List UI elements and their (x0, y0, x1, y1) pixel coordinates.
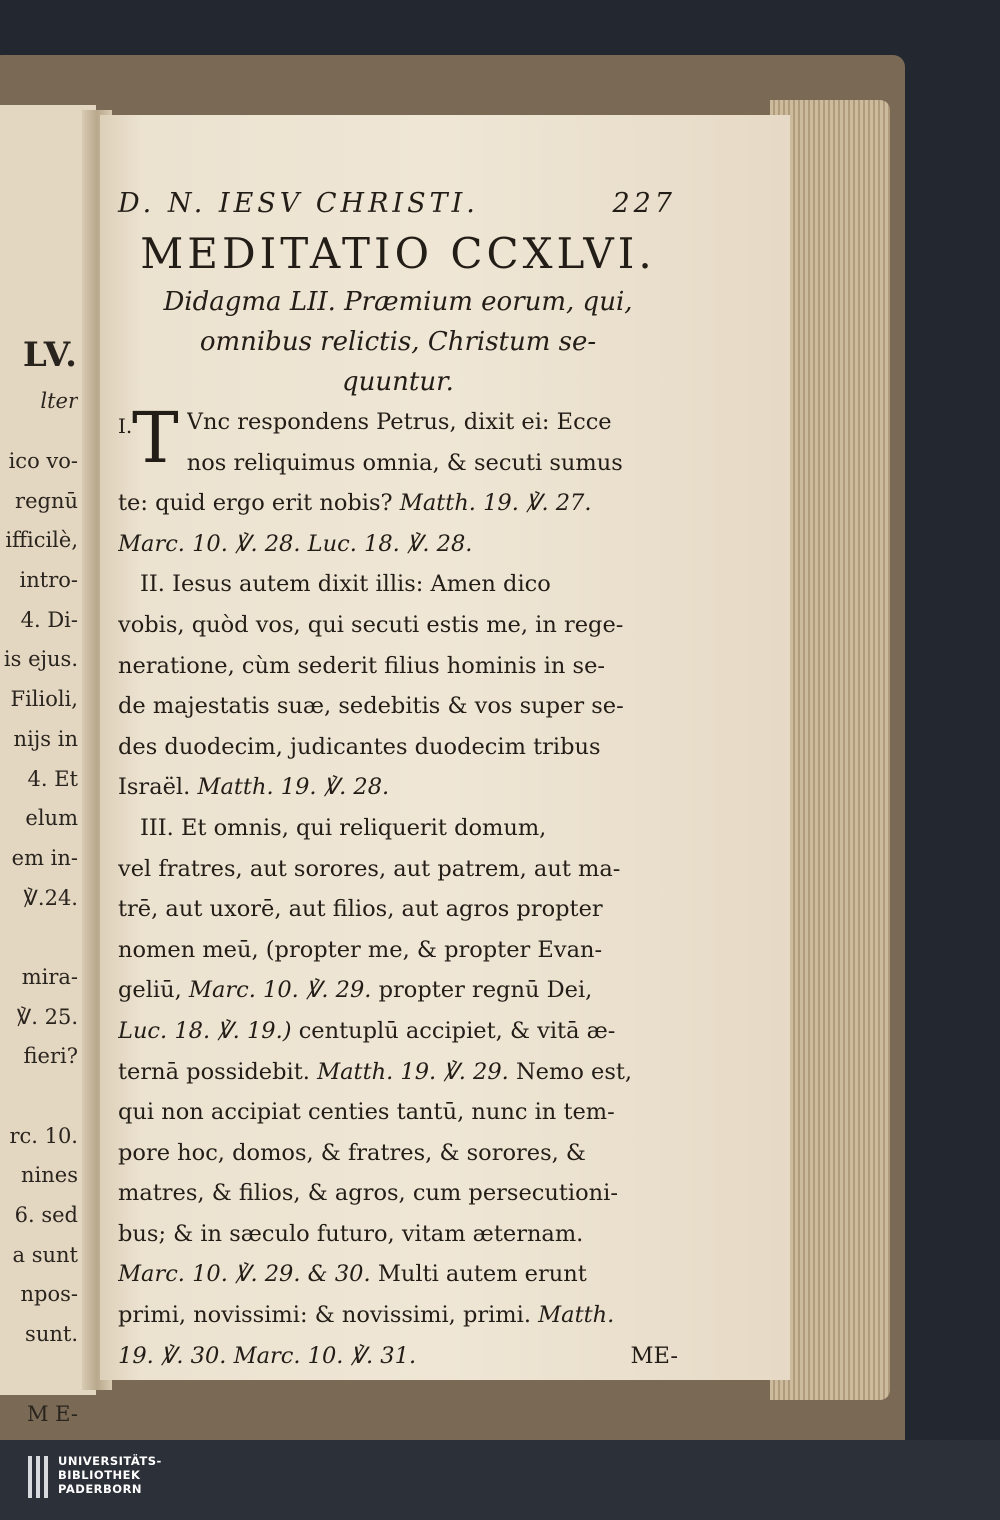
left-line (0, 1362, 78, 1402)
scripture-citation: 19. ℣. 30. Marc. 10. ℣. 31. (118, 1342, 417, 1369)
left-line: ifficilè, (5, 528, 78, 553)
left-line: 4. Di- (20, 607, 78, 632)
text-line: qui non accipiat centies tantū, nunc in tem- (118, 1099, 615, 1126)
left-line (0, 925, 78, 965)
left-line: em in- (11, 845, 78, 870)
text-line: vel fratres, aut sorores, aut patrem, aut ma- (118, 855, 621, 882)
scripture-citation: Matth. 19. ℣. 28. (197, 774, 390, 801)
subtitle-line: Didagma LII. Præmium eorum, qui, (163, 287, 633, 317)
text-line (118, 767, 678, 808)
left-line: mira- (21, 964, 78, 989)
running-head (118, 188, 678, 226)
left-line: fieri? (23, 1044, 78, 1069)
text-line (118, 1254, 678, 1295)
paragraph-number: I. (118, 414, 133, 438)
text-line: nos reliquimus omnia, & secuti sumus (186, 449, 623, 476)
left-line: a sunt (12, 1242, 78, 1267)
text-span: te: quid ergo erit nobis? (118, 490, 393, 517)
left-line: nijs in (13, 726, 78, 751)
page-number: 227 (612, 188, 676, 219)
text-line (118, 1052, 678, 1093)
left-page-text (0, 335, 78, 1440)
left-line: ℣. 25. (16, 1004, 78, 1029)
left-line: ico vo- (8, 449, 78, 473)
text-span: Israël. (118, 774, 191, 801)
text-line: des duodecim, judicantes duodecim tribus (118, 733, 601, 760)
left-line: sunt. (25, 1322, 78, 1347)
left-line: LV. (22, 335, 78, 375)
scripture-citation: Matth. (538, 1302, 615, 1329)
scripture-citation: Matth. 19. ℣. 29. (317, 1058, 509, 1085)
left-line: intro- (19, 568, 78, 593)
meditation-title: MEDITATIO CCXLVI. (140, 229, 656, 278)
left-line: M E- (27, 1401, 78, 1426)
text-span: ternā possidebit. (118, 1058, 310, 1085)
text-span: primi, novissimi: & novissimi, primi. (118, 1302, 531, 1329)
catchword: ME- (630, 1342, 678, 1369)
text-line (118, 1295, 678, 1336)
scripture-citation: Marc. 10. ℣. 28. Luc. 18. ℣. 28. (118, 530, 473, 557)
paragraph-1 (118, 397, 678, 564)
text-line: de majestatis suæ, sedebitis & vos super se- (118, 693, 624, 720)
subtitle-line: quuntur. (342, 367, 454, 397)
scripture-citation: Matth. 19. ℣. 27. (399, 490, 592, 517)
left-line: npos- (20, 1282, 78, 1307)
running-head-title: D. N. IESV CHRISTI. (118, 188, 479, 219)
left-line: regnū (15, 488, 78, 513)
left-line: Filioli, (10, 687, 78, 712)
logo-line: PADERBORN (58, 1482, 143, 1496)
left-line: lter (40, 389, 78, 413)
text-line: matres, & filios, & agros, cum persecutioni- (118, 1180, 618, 1207)
left-line: is ejus. (3, 647, 78, 672)
text-line: III. Et omnis, qui reliquerit domum, (140, 814, 547, 841)
right-page-text (118, 188, 678, 1376)
scripture-citation: Marc. 10. ℣. 29. (188, 977, 372, 1004)
left-line: nines (21, 1163, 78, 1188)
text-line: neratione, cùm sederit filius hominis in se- (118, 652, 606, 679)
text-line: II. Iesus autem dixit illis: Amen dico (140, 571, 551, 598)
text-span: centuplū accipiet, & vitā æ- (298, 1017, 616, 1044)
paragraph-2 (118, 564, 678, 808)
library-logo-text (58, 1454, 162, 1496)
left-line: ℣.24. (23, 885, 78, 910)
left-line (0, 1084, 78, 1124)
logo-line: BIBLIOTHEK (58, 1468, 141, 1482)
logo-line: UNIVERSITÄTS- (58, 1454, 162, 1468)
library-logo-icon (28, 1456, 50, 1498)
left-line: rc. 10. (9, 1123, 78, 1148)
text-line: trē, aut uxorē, aut filios, aut agros propter (118, 896, 603, 923)
text-line: vobis, quòd vos, qui secuti estis me, in rege- (118, 611, 624, 638)
text-line: Vnc respondens Petrus, dixit ei: Ecce (186, 409, 612, 435)
paragraph-3 (118, 808, 678, 1376)
scripture-citation: Luc. 18. ℣. 19.) (118, 1017, 292, 1044)
left-line: 6. sed (14, 1203, 78, 1228)
left-line: 4. Et (27, 766, 78, 791)
left-line: elum (25, 806, 78, 831)
text-line: nomen meū, (propter me, & propter Evan- (118, 936, 603, 963)
scripture-citation: Marc. 10. ℣. 29. & 30. (118, 1261, 371, 1288)
text-line: bus; & in sæculo futuro, vitam æternam. (118, 1220, 584, 1247)
text-line (118, 483, 678, 524)
drop-cap: T (132, 397, 179, 479)
text-span: Nemo est, (515, 1058, 633, 1085)
text-span: geliū, (118, 977, 182, 1004)
text-line (118, 1336, 678, 1377)
text-line (118, 524, 678, 565)
text-line (118, 1011, 678, 1052)
footer-bar (0, 1440, 1000, 1520)
meditation-subtitle (118, 282, 678, 402)
subtitle-line: omnibus relictis, Christum se- (199, 327, 597, 357)
text-line (118, 970, 678, 1011)
text-span: Multi autem erunt (377, 1261, 587, 1288)
text-span: propter regnū Dei, (378, 977, 593, 1004)
text-line: pore hoc, domos, & fratres, & sorores, & (118, 1139, 586, 1166)
